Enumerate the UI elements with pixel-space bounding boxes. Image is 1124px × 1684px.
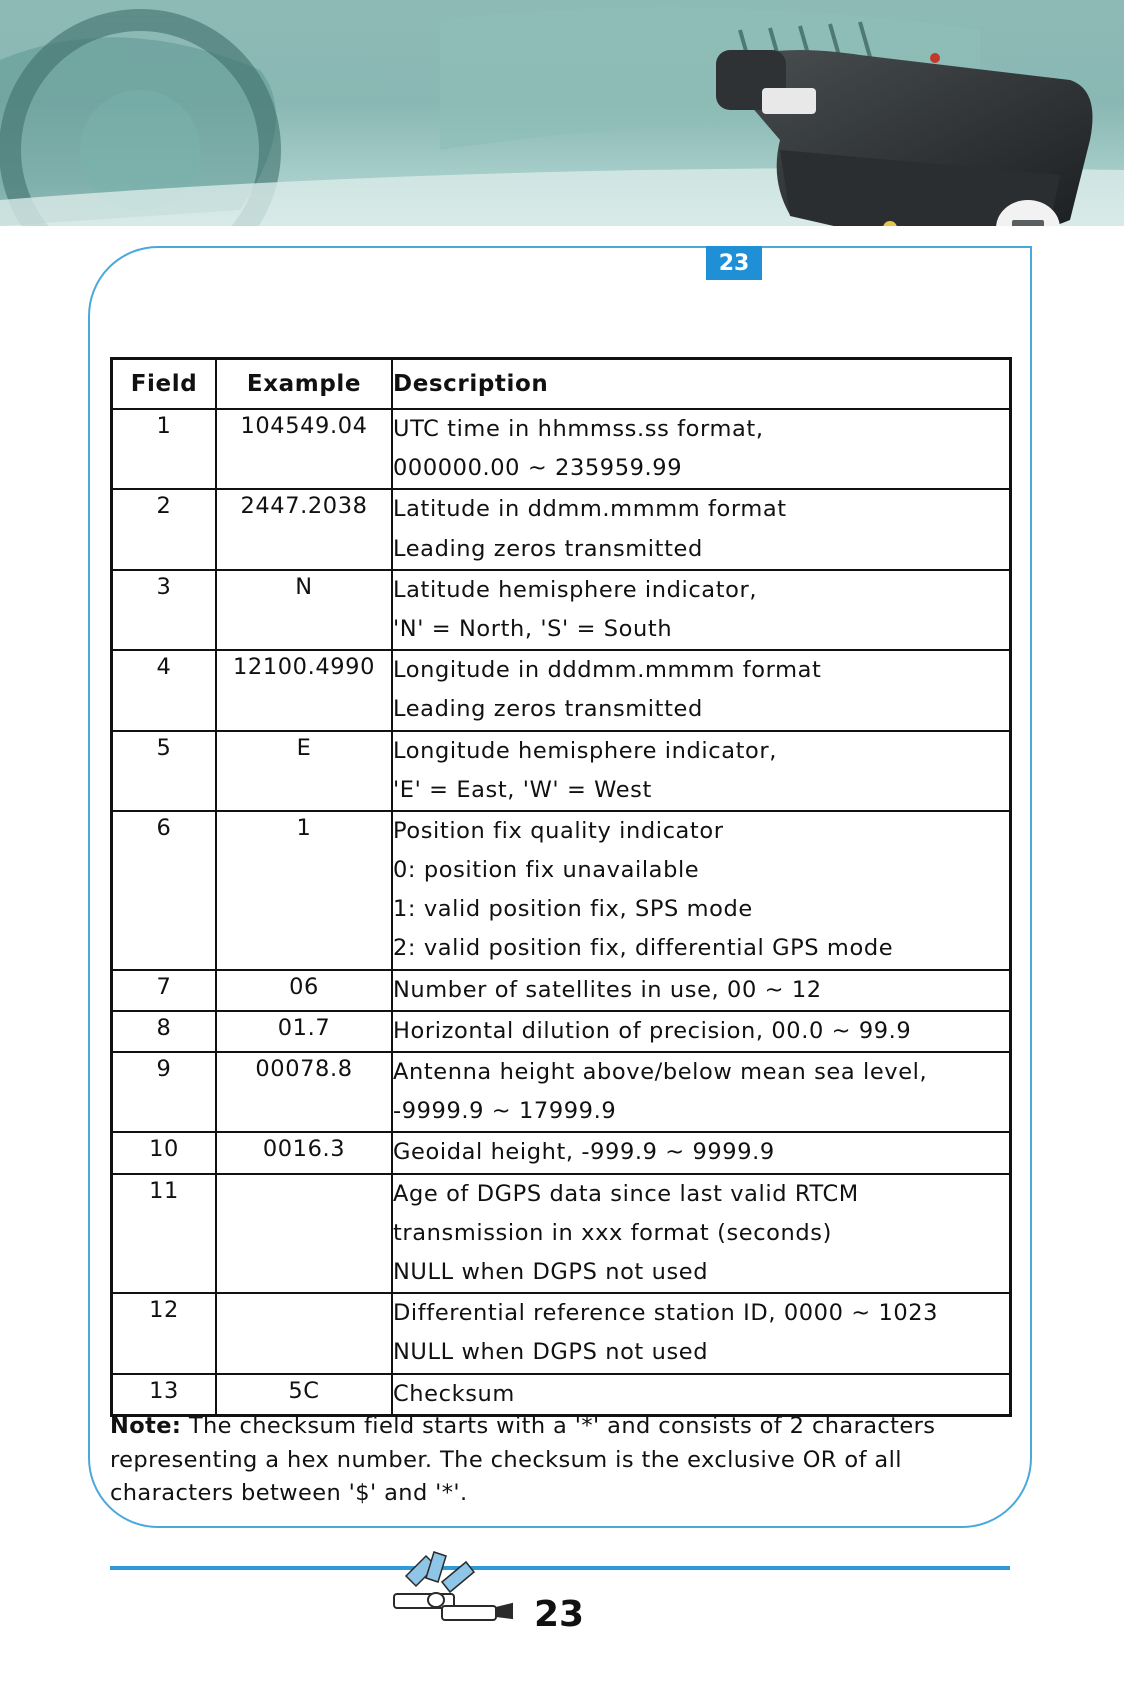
table-row <box>112 1132 1011 1173</box>
header-banner <box>0 0 1124 226</box>
example-cell <box>216 970 392 1011</box>
field-number-cell <box>112 811 217 970</box>
description-line: Leading zeros transmitted <box>393 696 703 723</box>
description-line: Geoidal height, -999.9 ~ 9999.9 <box>393 1139 775 1166</box>
field-number: 4 <box>156 654 172 681</box>
field-number: 1 <box>156 413 172 439</box>
example-cell <box>216 1052 392 1132</box>
footer-page-number: 23 <box>534 1594 585 1635</box>
field-number-cell <box>112 970 217 1011</box>
description-line: NULL when DGPS not used <box>393 1339 709 1366</box>
example-cell <box>216 570 392 650</box>
table-row <box>112 1293 1011 1373</box>
table-row <box>112 1052 1011 1132</box>
field-number-cell <box>112 1174 217 1294</box>
example-cell <box>216 1174 392 1294</box>
description-cell <box>392 570 1011 650</box>
description-cell <box>392 970 1011 1011</box>
example-cell <box>216 489 392 569</box>
example-cell <box>216 1011 392 1052</box>
example-value: 104549.04 <box>240 413 368 439</box>
field-number: 7 <box>156 973 172 1000</box>
example-value: 5C <box>288 1377 320 1404</box>
car-interior-illustration <box>0 0 1124 226</box>
gga-fields-table <box>110 357 1012 1417</box>
example-value <box>217 1294 391 1326</box>
example-value: N <box>295 573 313 600</box>
field-number-cell <box>112 570 217 650</box>
description-line: Antenna height above/below mean sea level, <box>393 1059 928 1085</box>
table-row <box>112 1374 1011 1416</box>
description-line: 'E' = East, 'W' = West <box>393 776 652 803</box>
field-number-cell <box>112 1374 217 1416</box>
description-cell <box>392 731 1011 811</box>
example-cell <box>216 409 392 489</box>
description-line: Leading zeros transmitted <box>393 535 703 562</box>
description-cell <box>392 489 1011 569</box>
field-number: 2 <box>156 493 172 520</box>
description-line: Horizontal dilution of precision, 00.0 ~ 99.9 <box>393 1017 912 1044</box>
example-value: 1 <box>296 814 312 841</box>
page-badge: 23 <box>706 246 762 280</box>
description-line: Position fix quality indicator <box>393 817 724 844</box>
description-line: 000000.00 ~ 235959.99 <box>393 455 683 482</box>
field-number: 6 <box>156 814 172 841</box>
description-line: 'N' = North, 'S' = South <box>393 615 673 642</box>
description-line: 0: position fix unavailable <box>393 857 700 884</box>
field-number: 12 <box>149 1297 179 1324</box>
example-value: E <box>296 734 312 761</box>
field-number-cell <box>112 731 217 811</box>
column-header-example: Example <box>216 359 392 410</box>
field-number: 13 <box>149 1377 179 1404</box>
note-text: The checksum field starts with a '*' and consists of 2 characters representing a hex number. The checksum is the exclusive OR of all characters between '$' and '*'. <box>110 1413 936 1506</box>
description-cell <box>392 1374 1011 1416</box>
table-row <box>112 731 1011 811</box>
field-number-cell <box>112 409 217 489</box>
description-line: Latitude in ddmm.mmmm format <box>393 496 787 523</box>
description-line: Longitude hemisphere indicator, <box>393 737 777 764</box>
table-row <box>112 489 1011 569</box>
description-cell <box>392 1011 1011 1052</box>
column-header-description: Description <box>392 359 1011 410</box>
table-row <box>112 811 1011 970</box>
table-body <box>112 409 1011 1415</box>
description-line: Checksum <box>393 1380 515 1407</box>
field-number: 9 <box>156 1056 172 1082</box>
table-row <box>112 970 1011 1011</box>
description-line: Differential reference station ID, 0000 ~ 1023 <box>393 1300 939 1327</box>
description-line: Age of DGPS data since last valid RTCM <box>393 1180 859 1207</box>
field-number: 3 <box>156 573 172 600</box>
description-line: UTC time in hhmmss.ss format, <box>393 416 764 442</box>
description-line: Number of satellites in use, 00 ~ 12 <box>393 976 822 1003</box>
description-line: Latitude hemisphere indicator, <box>393 576 758 603</box>
field-number-cell <box>112 1293 217 1373</box>
field-number-cell <box>112 489 217 569</box>
field-number-cell <box>112 1011 217 1052</box>
field-number: 8 <box>156 1014 172 1041</box>
table-row <box>112 1011 1011 1052</box>
table-row <box>112 409 1011 489</box>
table-row <box>112 1174 1011 1294</box>
field-number-cell <box>112 1132 217 1173</box>
example-cell <box>216 731 392 811</box>
column-header-field: Field <box>112 359 217 410</box>
field-number-cell <box>112 650 217 730</box>
table-row <box>112 650 1011 730</box>
checksum-note <box>110 1410 1030 1511</box>
example-value: 06 <box>289 973 319 1000</box>
example-value: 01.7 <box>277 1014 331 1041</box>
table-row <box>112 570 1011 650</box>
footer-rule <box>110 1566 1010 1570</box>
description-cell <box>392 1052 1011 1132</box>
example-value: 0016.3 <box>262 1136 346 1163</box>
example-cell <box>216 650 392 730</box>
description-line: 1: valid position fix, SPS mode <box>393 896 753 923</box>
description-line: Longitude in dddmm.mmmm format <box>393 657 822 684</box>
example-value: 2447.2038 <box>240 493 368 520</box>
field-number: 10 <box>149 1136 179 1163</box>
note-label: Note: <box>110 1413 182 1439</box>
description-line: 2: valid position fix, differential GPS mode <box>393 935 894 962</box>
field-number: 5 <box>156 734 172 761</box>
description-line: transmission in xxx format (seconds) <box>393 1219 832 1246</box>
gps-receiver-logo-icon <box>392 1548 532 1628</box>
description-line: NULL when DGPS not used <box>393 1258 709 1285</box>
example-value: 00078.8 <box>255 1056 353 1082</box>
description-cell <box>392 1132 1011 1173</box>
example-value: 12100.4990 <box>233 654 375 681</box>
description-cell <box>392 1174 1011 1294</box>
description-cell <box>392 409 1011 489</box>
example-cell <box>216 1293 392 1373</box>
field-number: 11 <box>149 1177 179 1204</box>
description-line: -9999.9 ~ 17999.9 <box>393 1098 617 1125</box>
example-value <box>217 1175 391 1207</box>
table-header-row <box>112 359 1011 410</box>
example-cell <box>216 811 392 970</box>
description-cell <box>392 650 1011 730</box>
field-number-cell <box>112 1052 217 1132</box>
example-cell <box>216 1132 392 1173</box>
example-cell <box>216 1374 392 1416</box>
description-cell <box>392 811 1011 970</box>
description-cell <box>392 1293 1011 1373</box>
